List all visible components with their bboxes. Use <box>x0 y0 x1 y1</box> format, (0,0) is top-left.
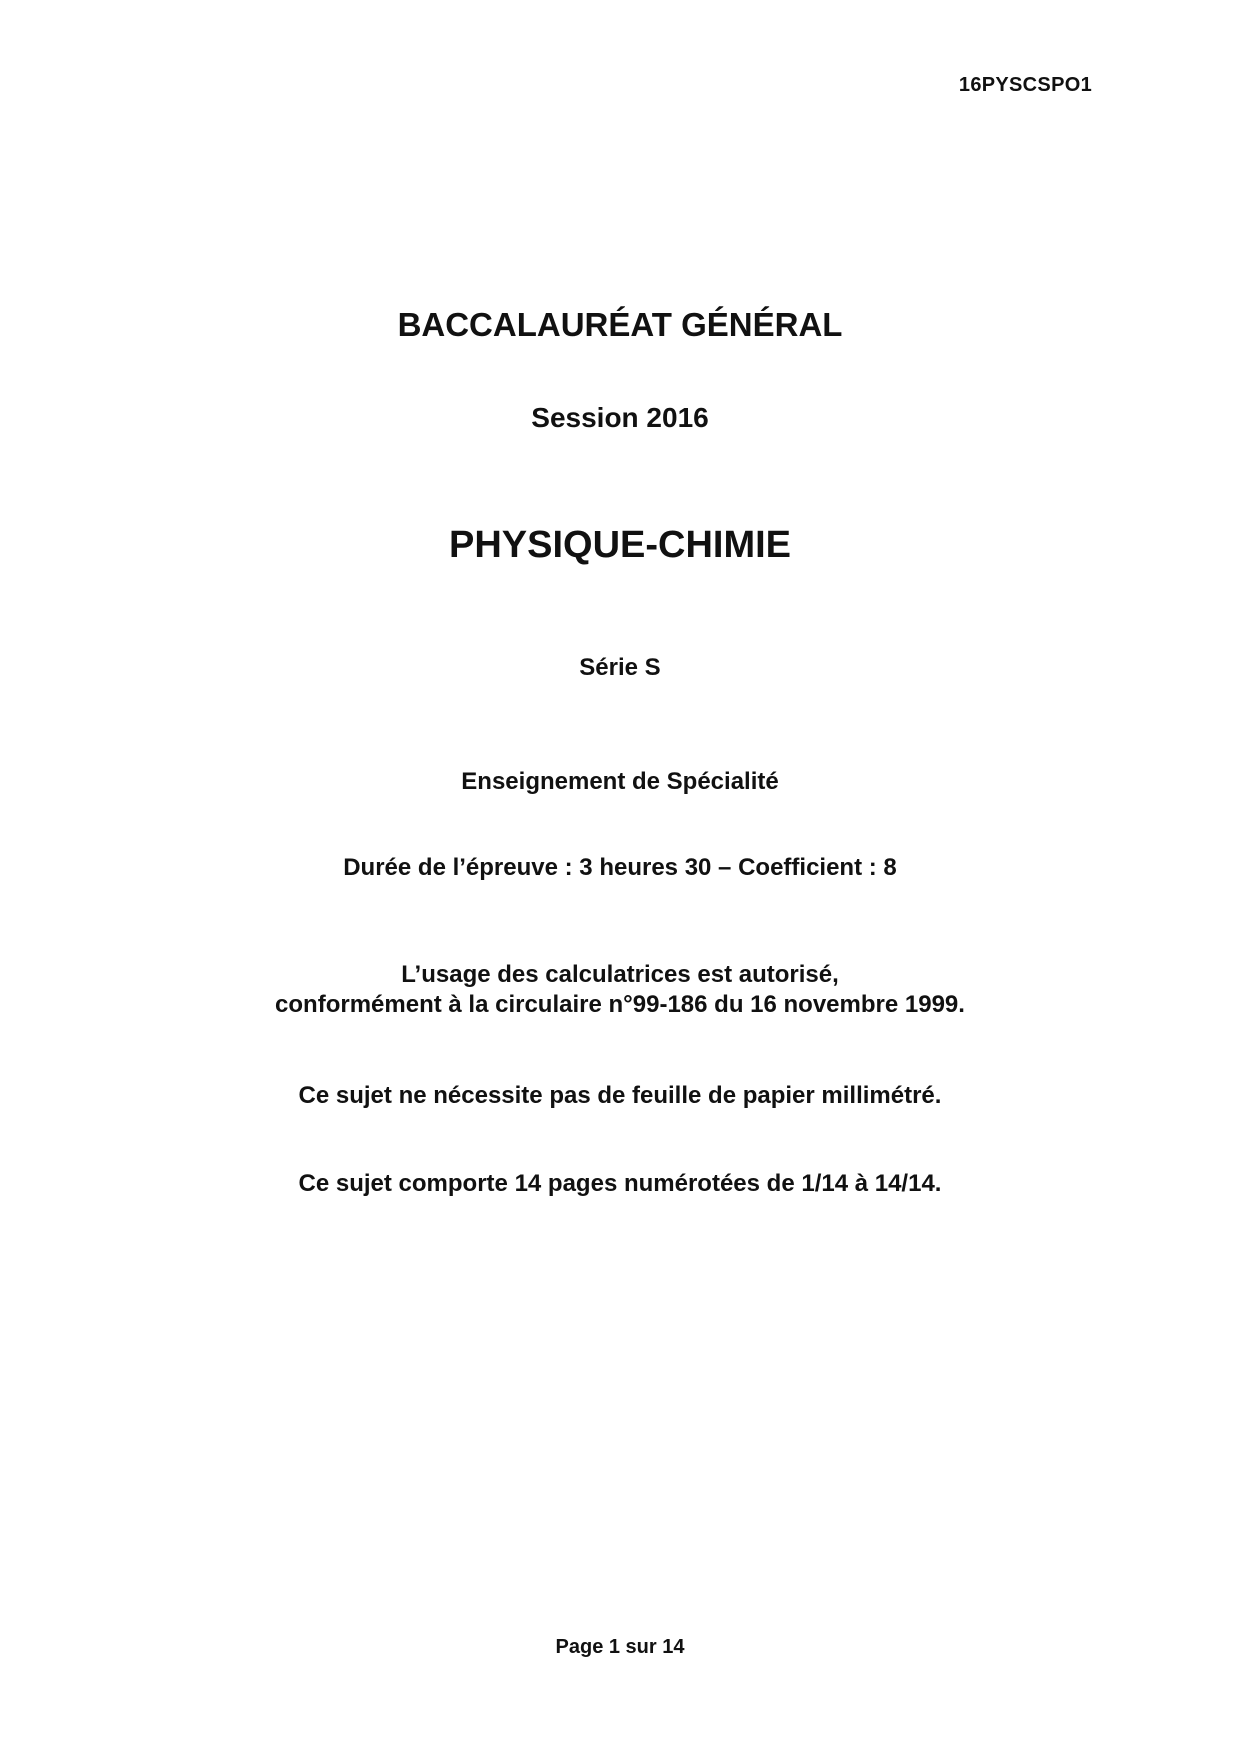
teaching-label: Enseignement de Spécialité <box>461 768 779 795</box>
page-number: Page 1 sur 14 <box>555 1636 685 1658</box>
calculator-notice-line-2: conformément à la circulaire n°99-186 du 16 novembre 1999. <box>275 991 965 1018</box>
page-count-notice: Ce sujet comporte 14 pages numérotées de 1/14 à 14/14. <box>298 1170 942 1197</box>
calculator-notice-line-1: L’usage des calculatrices est autorisé, <box>401 961 839 988</box>
duration-coefficient: Durée de l’épreuve : 3 heures 30 – Coefficient : 8 <box>343 854 897 881</box>
session-year: Session 2016 <box>531 402 709 433</box>
subject-title: PHYSIQUE-CHIMIE <box>448 524 792 566</box>
subject-code: 16PYSCSPO1 <box>958 74 1092 96</box>
exam-title: BACCALAURÉAT GÉNÉRAL <box>397 306 843 343</box>
series-label: Série S <box>579 654 661 681</box>
graph-paper-notice: Ce sujet ne nécessite pas de feuille de papier millimétré. <box>298 1082 942 1109</box>
calculator-notice <box>0 960 1240 1020</box>
